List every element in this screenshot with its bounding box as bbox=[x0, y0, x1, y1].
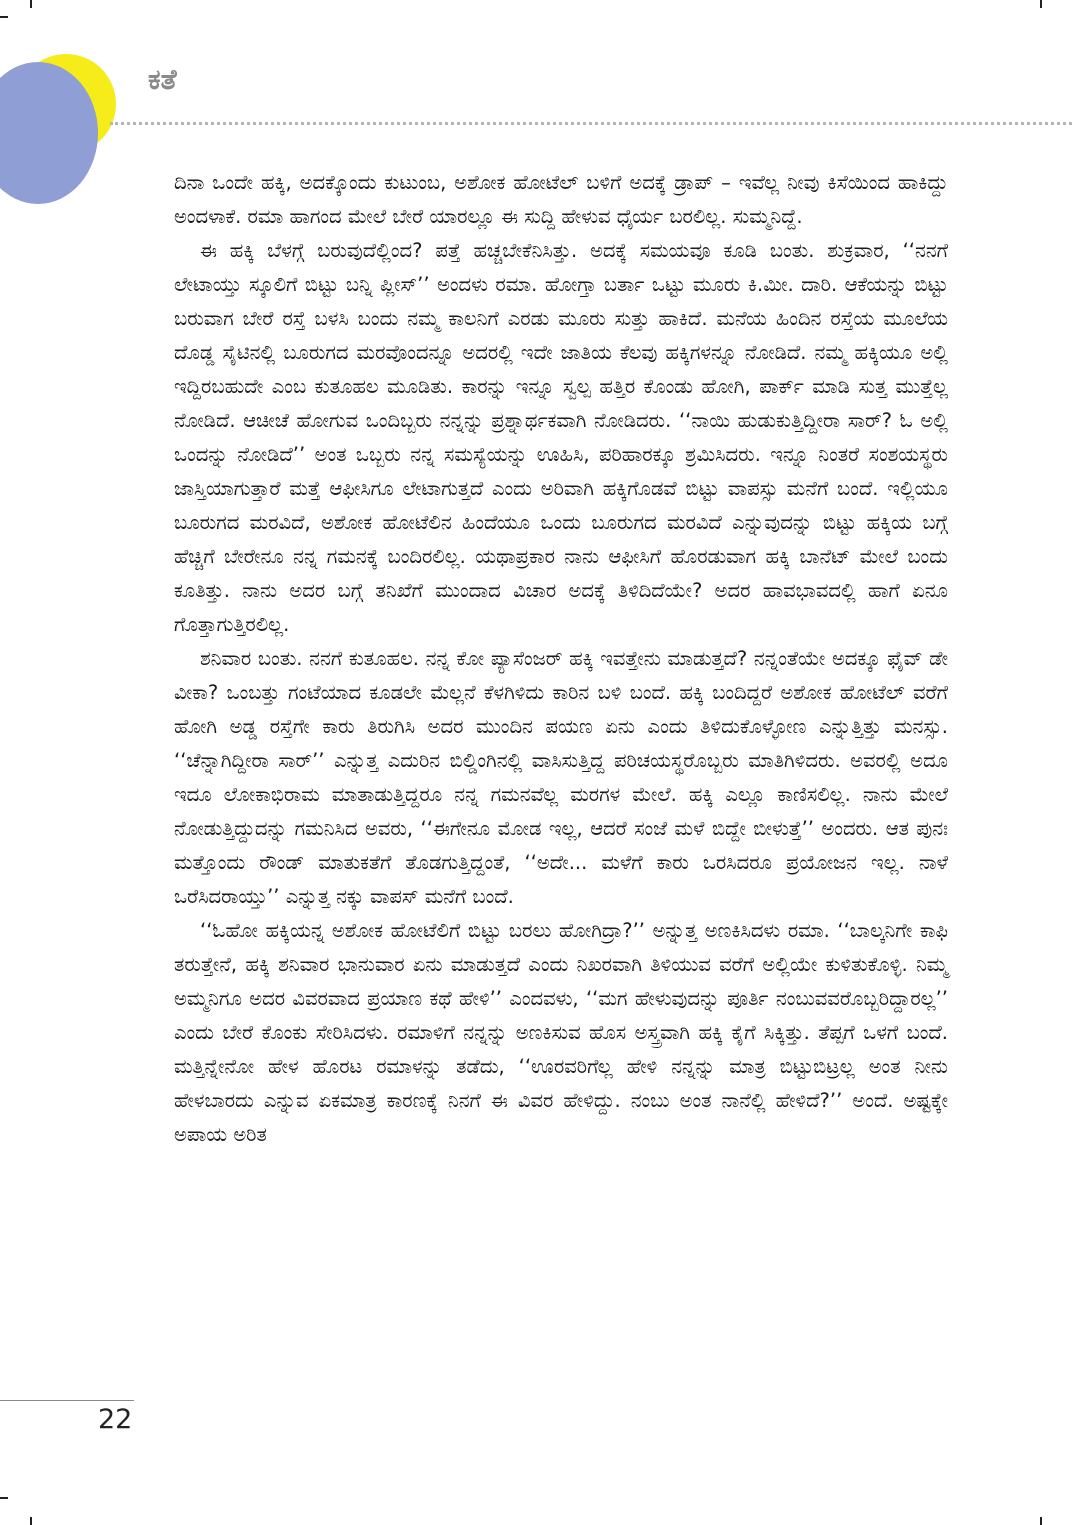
paragraph-2: ಈ ಹಕ್ಕಿ ಬೆಳಗ್ಗೆ ಬರುವುದೆಲ್ಲಿಂದ? ಪತ್ತೆ ಹಚ್ಚಬೇಕೆನಿಸಿತ್ತು. ಅದಕ್ಕೆ ಸಮಯವೂ ಕೂಡಿ ಬಂತು. ಶುಕ್ರವಾರ, ‘‘ನನಗೆ ಲೇಟಾಯ್ತು ಸ್ಕೂಲಿಗೆ ಬಿಟ್ಟು ಬನ್ನಿ ಪ್ಲೀಸ್’’ ಅಂದಳು ರಮಾ. ಹೋಗ್ತಾ ಬರ್ತಾ ಒಟ್ಟು ಮೂರು ಕಿ.ಮೀ. ದಾರಿ. ಆಕೆಯನ್ನು ಬಿಟ್ಟು ಬರುವಾಗ ಬೇರೆ ರಸ್ತೆ ಬಳಸಿ ಬಂದು ನಮ್ಮ ಕಾಲನಿಗೆ ಎರಡು ಮೂರು ಸುತ್ತು ಹಾಕಿದೆ. ಮನೆಯ ಹಿಂದಿನ ರಸ್ತೆಯ ಮೂಲೆಯ ದೊಡ್ಡ ಸೈಟಿನಲ್ಲಿ ಬೂರುಗದ ಮರವೊಂದನ್ನೂ ಅದರಲ್ಲಿ ಇದೇ ಜಾತಿಯ ಕೆಲವು ಹಕ್ಕಿಗಳನ್ನೂ ನೋಡಿದೆ. ನಮ್ಮ ಹಕ್ಕಿಯೂ ಅಲ್ಲಿ ಇದ್ದಿರಬಹುದೇ ಎಂಬ ಕುತೂಹಲ ಮೂಡಿತು. ಕಾರನ್ನು ಇನ್ನೂ ಸ್ವಲ್ಪ ಹತ್ತಿರ ಕೊಂಡು ಹೋಗಿ, ಪಾರ್ಕ್ ಮಾಡಿ ಸುತ್ತ ಮುತ್ತೆಲ್ಲ ನೋಡಿದೆ. ಆಚೀಚೆ ಹೋಗುವ ಒಂದಿಬ್ಬರು ನನ್ನನ್ನು ಪ್ರಶ್ನಾರ್ಥಕವಾಗಿ ನೋಡಿದರು. ‘‘ನಾಯಿ ಹುಡುಕುತ್ತಿದ್ದೀರಾ ಸಾರ್? ಓ ಅಲ್ಲಿ ಒಂದನ್ನು ನೋಡಿದೆ’’ ಅಂತ ಒಬ್ಬರು ನನ್ನ ಸಮಸ್ಯೆಯನ್ನು ಊಹಿಸಿ, ಪರಿಹಾರಕ್ಕೂ ಶ್ರಮಿಸಿದರು. ಇನ್ನೂ ನಿಂತರೆ ಸಂಶಯಸ್ಥರು ಜಾಸ್ತಿಯಾಗುತ್ತಾರೆ ಮತ್ತೆ ಆಫೀಸಿಗೂ ಲೇಟಾಗುತ್ತದೆ ಎಂದು ಅರಿವಾಗಿ ಹಕ್ಕಿಗೊಡವೆ ಬಿಟ್ಟು ವಾಪಸ್ಸು ಮನೆಗೆ ಬಂದೆ. ಇಲ್ಲಿಯೂ ಬೂರುಗದ ಮರವಿದೆ, ಅಶೋಕ ಹೋಟೆಲಿನ ಹಿಂದೆಯೂ ಒಂದು ಬೂರುಗದ ಮರವಿದೆ ಎನ್ನುವುದನ್ನು ಬಿಟ್ಟು ಹಕ್ಕಿಯ ಬಗ್ಗೆ ಹೆಚ್ಚಿಗೆ ಬೇರೇನೂ ನನ್ನ ಗಮನಕ್ಕೆ ಬಂದಿರಲಿಲ್ಲ. ಯಥಾಪ್ರಕಾರ ನಾನು ಆಫೀಸಿಗೆ ಹೊರಡುವಾಗ ಹಕ್ಕಿ ಬಾನೆಟ್ ಮೇಲೆ ಬಂದು ಕೂತಿತ್ತು. ನಾನು ಅದರ ಬಗ್ಗೆ ತನಿಖೆಗೆ ಮುಂದಾದ ವಿಚಾರ ಅದಕ್ಕೆ ತಿಳಿದಿದೆಯೇ? ಅದರ ಹಾವಭಾವದಲ್ಲಿ ಹಾಗೆ ಏನೂ ಗೊತ್ತಾಗುತ್ತಿರಲಿಲ್ಲ. bbox=[174, 239, 948, 636]
header-dotted-rule bbox=[110, 122, 1072, 125]
crop-mark-top-left bbox=[30, 0, 32, 8]
story-body bbox=[174, 166, 948, 1152]
section-title: ಕತೆ bbox=[148, 63, 177, 96]
paragraph-4: ‘‘ಓಹೋ ಹಕ್ಕಿಯನ್ನ ಅಶೋಕ ಹೋಟೆಲಿಗೆ ಬಿಟ್ಟು ಬರಲು ಹೋಗಿದ್ರಾ?’’ ಅನ್ನುತ್ತ ಅಣಕಿಸಿದಳು ರಮಾ. ‘‘ಬಾಲ್ಕನಿಗೇ ಕಾಫಿ ತರುತ್ತೇನೆ, ಹಕ್ಕಿ ಶನಿವಾರ ಭಾನುವಾರ ಏನು ಮಾಡುತ್ತದೆ ಎಂದು ನಿಖರವಾಗಿ ತಿಳಿಯುವ ವರೆಗೆ ಅಲ್ಲಿಯೇ ಕುಳಿತುಕೊಳ್ಳಿ. ನಿಮ್ಮ ಅಮ್ಮನಿಗೂ ಅದರ ವಿವರವಾದ ಪ್ರಯಾಣ ಕಥೆ ಹೇಳಿ’’ ಎಂದವಳು, ‘‘ಮಗ ಹೇಳುವುದನ್ನು ಪೂರ್ತಿ ನಂಬುವವರೊಬ್ಬರಿದ್ದಾರಲ್ಲ’’ ಎಂದು ಬೇರೆ ಕೊಂಕು ಸೇರಿಸಿದಳು. ರಮಾಳಿಗೆ ನನ್ನನ್ನು ಅಣಕಿಸುವ ಹೊಸ ಅಸ್ತ್ರವಾಗಿ ಹಕ್ಕಿ ಕೈಗೆ ಸಿಕ್ಕಿತ್ತು. ತೆಪ್ಪಗೆ ಒಳಗೆ ಬಂದೆ. ಮತ್ತಿನ್ನೇನೋ ಹೇಳ ಹೊರಟ ರಮಾಳನ್ನು ತಡೆದು, ‘‘ಊರವರಿಗೆಲ್ಲ ಹೇಳಿ ನನ್ನನ್ನು ಮಾತ್ರ ಬಿಟ್ಟುಬಿಟ್ರಲ್ಲ ಅಂತ ನೀನು ಹೇಳಬಾರದು ಎನ್ನುವ ಏಕಮಾತ್ರ ಕಾರಣಕ್ಕೆ ನಿನಗೆ ಈ ವಿವರ ಹೇಳಿದ್ದು. ನಂಬು ಅಂತ ನಾನೆಲ್ಲಿ ಹೇಳಿದೆ?’’ ಅಂದೆ. ಅಷ್ಟಕ್ಕೇ ಅಪಾಯ ಅರಿತ bbox=[174, 919, 949, 1146]
crop-mark-bottom-right bbox=[1040, 1517, 1042, 1525]
crop-mark-bottom-left bbox=[30, 1517, 32, 1525]
crop-mark-left-upper bbox=[0, 16, 8, 18]
crop-mark-left-lower bbox=[0, 1497, 8, 1499]
paragraph-1: ದಿನಾ ಒಂದೇ ಹಕ್ಕಿ, ಅದಕ್ಕೊಂದು ಕುಟುಂಬ, ಅಶೋಕ ಹೋಟೆಲ್ ಬಳಿಗೆ ಅದಕ್ಕೆ ಡ್ರಾಪ್ – ಇವೆಲ್ಲ ನೀವು ಕಿಸೆಯಿಂದ ಹಾಕಿದ್ದು ಅಂದಳಾಕೆ. ರಮಾ ಹಾಗಂದ ಮೇಲೆ ಬೇರೆ ಯಾರಲ್ಲೂ ಈ ಸುದ್ದಿ ಹೇಳುವ ಧೈರ್ಯ ಬರಲಿಲ್ಲ. ಸುಮ್ಮನಿದ್ದೆ. bbox=[174, 171, 948, 228]
crop-mark-top-right bbox=[1040, 0, 1042, 8]
footer-rule bbox=[0, 1400, 134, 1401]
page-number: 22 bbox=[98, 1404, 133, 1435]
paragraph-3: ಶನಿವಾರ ಬಂತು. ನನಗೆ ಕುತೂಹಲ. ನನ್ನ ಕೋ ಪ್ಯಾಸೆಂಜರ್ ಹಕ್ಕಿ ಇವತ್ತೇನು ಮಾಡುತ್ತದೆ? ನನ್ನಂತೆಯೇ ಅದಕ್ಕೂ ಫೈವ್ ಡೇ ವೀಕಾ? ಒಂಬತ್ತು ಗಂಟೆಯಾದ ಕೂಡಲೇ ಮೆಲ್ಲನೆ ಕೆಳಗಿಳಿದು ಕಾರಿನ ಬಳಿ ಬಂದೆ. ಹಕ್ಕಿ ಬಂದಿದ್ದರೆ ಅಶೋಕ ಹೋಟೆಲ್ ವರೆಗೆ ಹೋಗಿ ಅಡ್ಡ ರಸ್ತೆಗೇ ಕಾರು ತಿರುಗಿಸಿ ಅದರ ಮುಂದಿನ ಪಯಣ ಏನು ಎಂದು ತಿಳಿದುಕೊಳ್ಳೋಣ ಎನ್ನುತ್ತಿತ್ತು ಮನಸ್ಸು. ‘‘ಚೆನ್ನಾಗಿದ್ದೀರಾ ಸಾರ್’’ ಎನ್ನುತ್ತ ಎದುರಿನ ಬಿಲ್ಡಿಂಗಿನಲ್ಲಿ ವಾಸಿಸುತ್ತಿದ್ದ ಪರಿಚಯಸ್ಥರೊಬ್ಬರು ಮಾತಿಗಿಳಿದರು. ಅವರಲ್ಲಿ ಅದೂ ಇದೂ ಲೋಕಾಭಿರಾಮ ಮಾತಾಡುತ್ತಿದ್ದರೂ ನನ್ನ ಗಮನವೆಲ್ಲ ಮರಗಳ ಮೇಲೆ. ಹಕ್ಕಿ ಎಲ್ಲೂ ಕಾಣಿಸಲಿಲ್ಲ. ನಾನು ಮೇಲೆ ನೋಡುತ್ತಿದ್ದುದನ್ನು ಗಮನಿಸಿದ ಅವರು, ‘‘ಈಗೇನೂ ಮೋಡ ಇಲ್ಲ, ಆದರೆ ಸಂಜೆ ಮಳೆ ಬಿದ್ದೇ ಬೀಳುತ್ತೆ’’ ಅಂದರು. ಆತ ಪುನಃ ಮತ್ತೊಂದು ರೌಂಡ್ ಮಾತುಕತೆಗೆ ತೊಡಗುತ್ತಿದ್ದಂತೆ, ‘‘ಅದೇ... ಮಳೆಗೆ ಕಾರು ಒರಸಿದರೂ ಪ್ರಯೋಜನ ಇಲ್ಲ. ನಾಳೆ ಒರೆಸಿದರಾಯ್ತು’’ ಎನ್ನುತ್ತ ನಕ್ಕು ವಾಪಸ್ ಮನೆಗೆ ಬಂದೆ. bbox=[174, 647, 948, 908]
